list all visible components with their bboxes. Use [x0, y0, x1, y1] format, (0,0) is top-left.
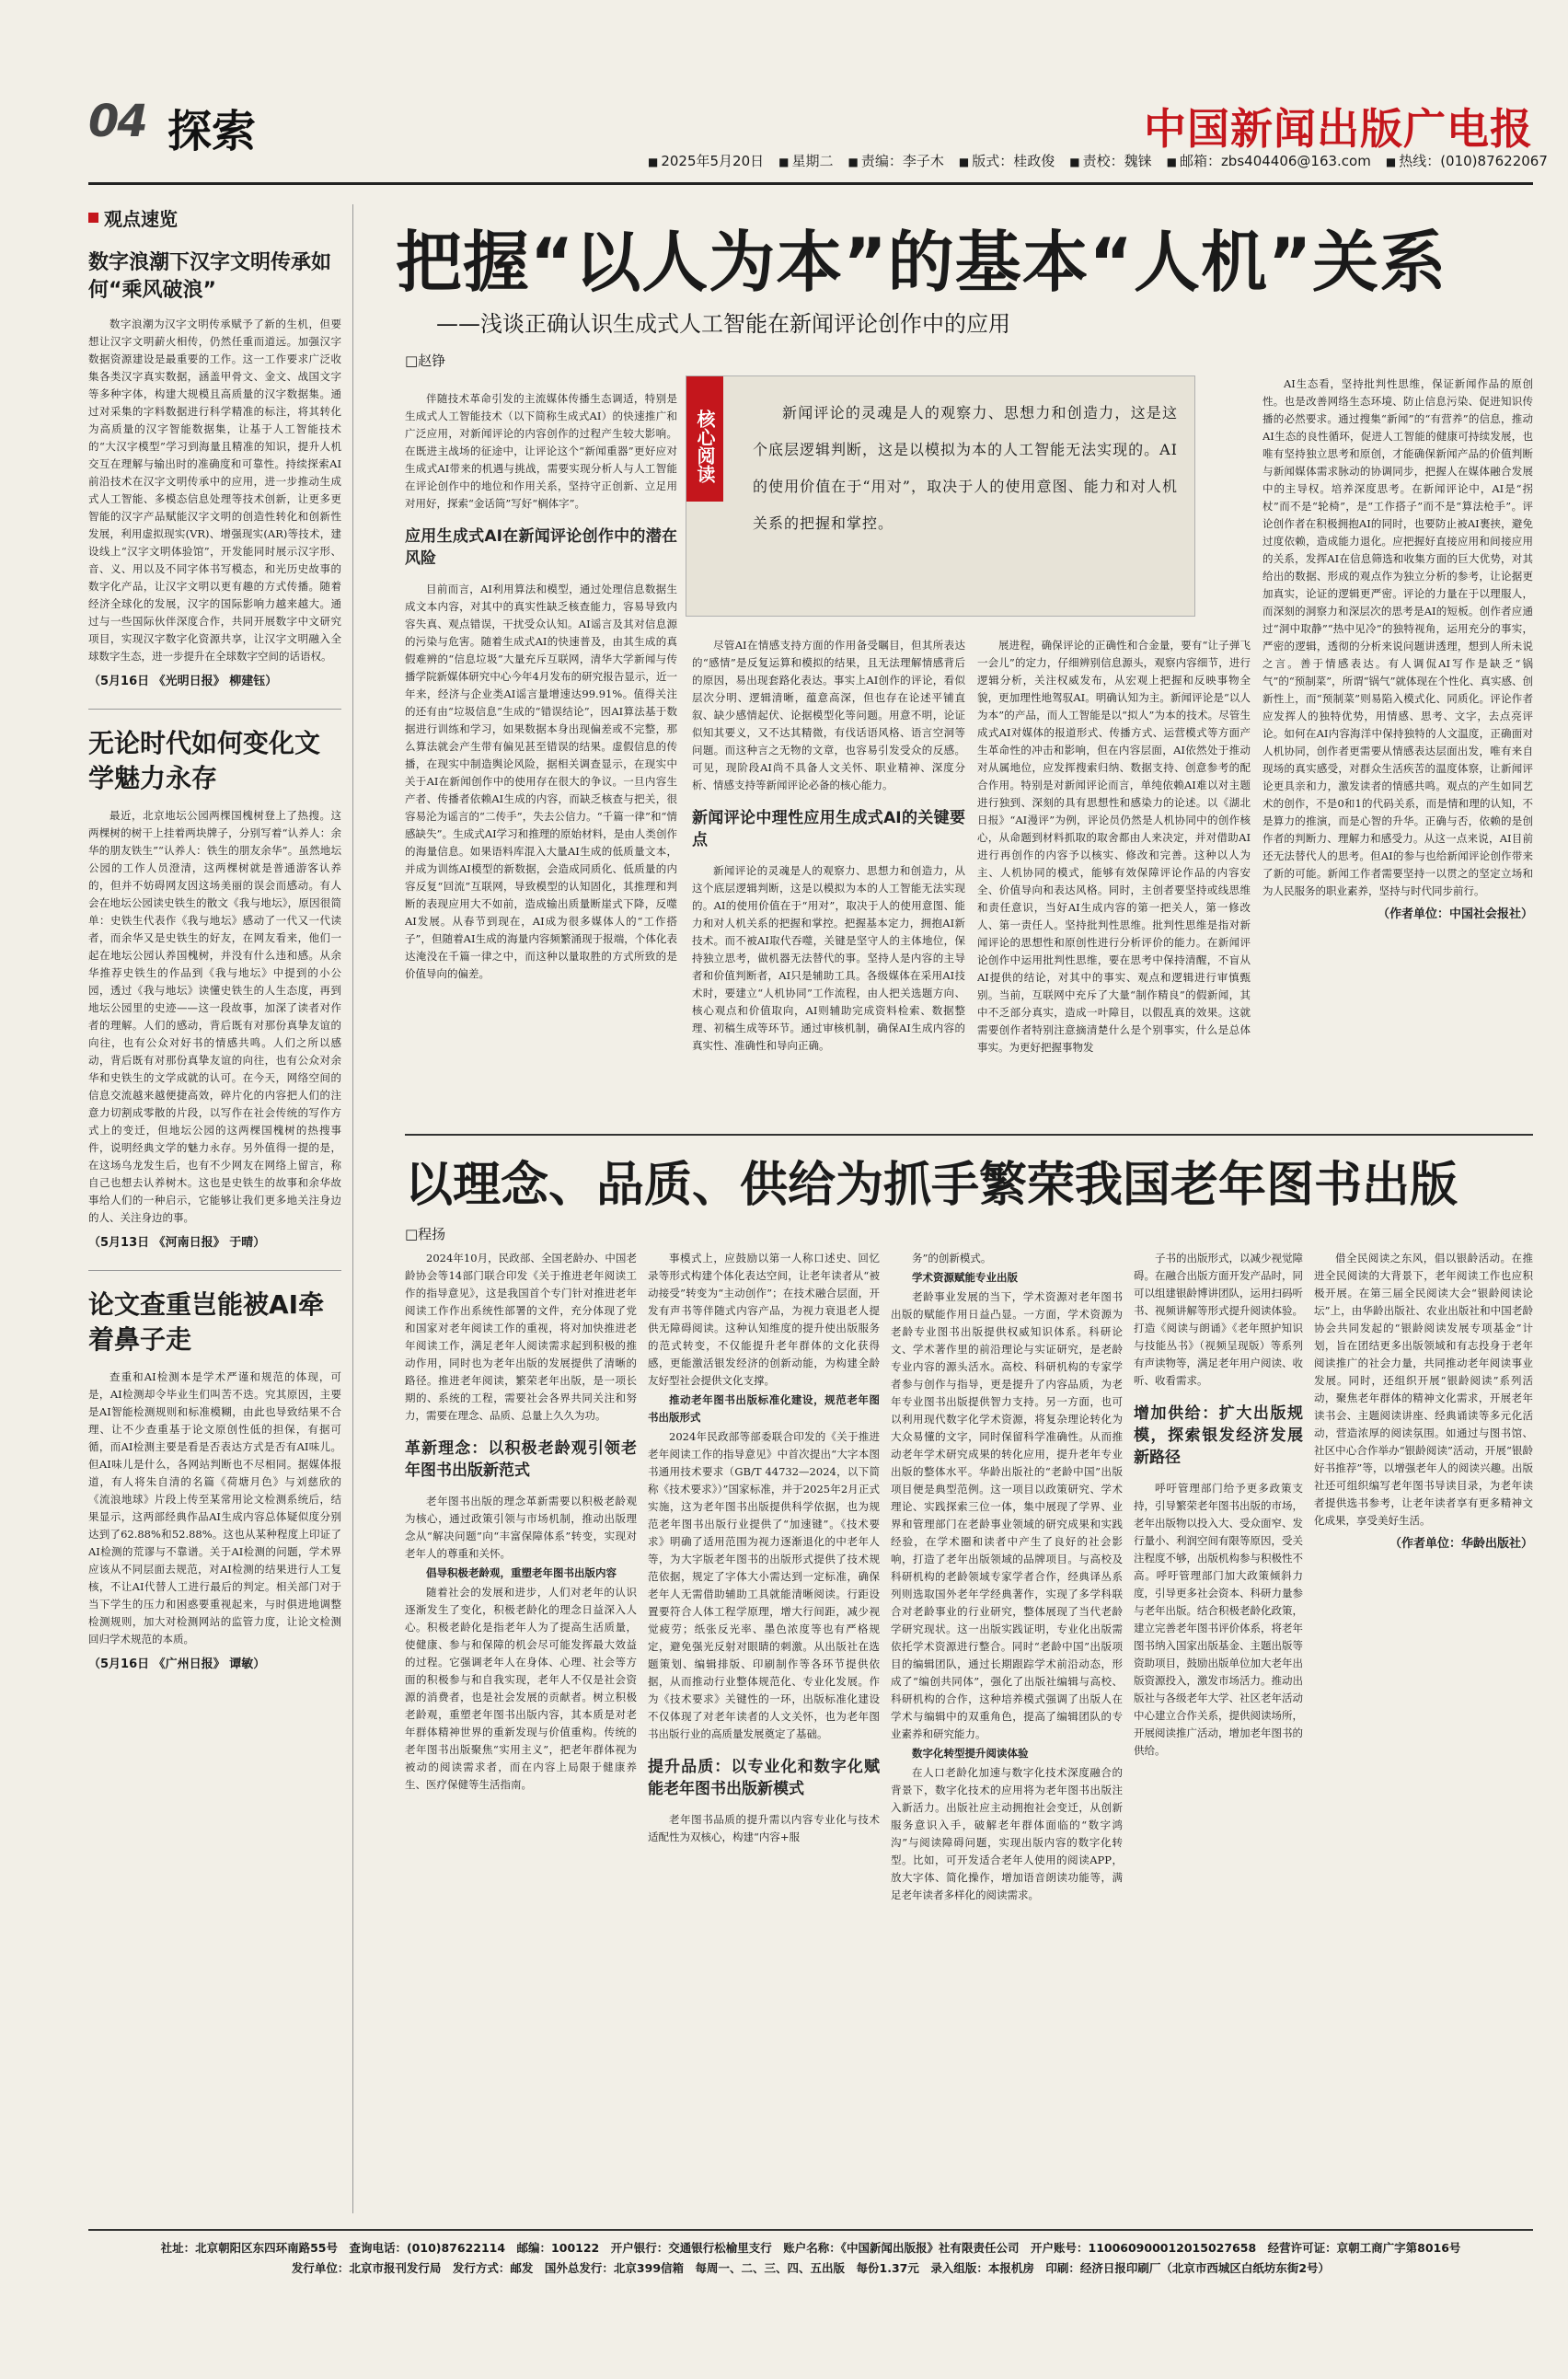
paragraph: 随着社会的发展和进步，人们对老年的认识逐渐发生了变化，积极老龄化的理念日益深入人心。积极老龄化是指老年人为了提高生活质量，使健康、参与和保障的机会尽可能发挥最大效益的过程。它强调老年人在身体、心理、社会等方面的积极参与和自我实现，老年人不仅是社会资源的消费者，也是社会发展的贡献者。树立积极老龄观，重塑老年图书出版内容，其本质是对老年群体精神世界的重新发现与价值重构。传统的老年图书出版聚焦“实用主义”，把老年群体视为被动的阅读需求者，而在内容上局限于健康养生、医疗保健等生活指南。 [405, 1586, 637, 1791]
issue-info-item: ■ 版式：桂政俊 [959, 151, 1055, 170]
article2-byline: □程扬 [405, 1226, 446, 1242]
article2-column-3 [891, 1250, 1123, 2214]
paragraph: 2024年民政部等部委联合印发的《关于推进老年阅读工作的指导意见》中首次提出“大字本图书通用技术要求（GB/T 44732—2024，以下简称《技术要求》）”国家标准，并于2025年2月正式实施，这为老年图书出版提供科学依据，也为规范老年图书出版行业提供了“加速键”。《技术要求》明确了适用范围为视力逐渐退化的中老年人等，为大字版老年图书的出版形式提供了技术规范依据，规定了字体大小需达到一定标准，确保老年人无需借助辅助工具就能清晰阅读。行距设置要符合人体工程学原理，增大行间距，减少视觉疲劳；纸张反光率、墨色浓度等也有严格规定，避免强光反射对眼睛的刺激。从出版社在选题策划、编辑排版、印刷制作等各环节提供依据，从而推动行业整体规范化、专业化发展。作为《技术要求》关键性的一环，出版标准化建设不仅体现了对老年读者的人文关怀，也为老年图书出版行业的高质量发展奠定了基础。 [648, 1430, 880, 1740]
article1-column-3 [977, 637, 1251, 1122]
column-heading: 观点速览 [88, 204, 341, 231]
author-affiliation: （作者单位：中国社会报社） [1377, 907, 1533, 921]
paragraph: 伴随技术革命引发的主流媒体传播生态调适，特别是生成式人工智能技术（以下简称生成式AI）的快速推广和广泛应用，对新闻评论的内容创作的过程产生较大影响。在既进主战场的征途中，让评论这个“新闻重器”更好应对生成式AI带来的机遇与挑战，需要实现分析人与人工智能在评论创作中的地位和作用关系，坚持守正创新、立足用对用好，探索“金话筒”写好“榈体字”。 [405, 392, 677, 510]
issue-info-item: ■ 星期二 [778, 151, 833, 170]
paragraph: 在人口老龄化加速与数字化技术深度融合的背景下，数字化技术的应用将为老年图书出版注入新活力。出版社应主动拥抱社会变迁，从创新服务意识入手，破解老年群体面临的“数字鸿沟”与阅读障碍问题，实现出版内容的数字化转型。比如，可开发适合老年人使用的阅读APP，放大字体、简化操作，增加语音朗读功能等，满足老年读者多样化的阅读需求。 [891, 1766, 1123, 1901]
footer-line: 发行单位：北京市报刊发行局 发行方式：邮发 国外总发行：北京399信箱 每周一、二、三、四、五出版 每份1.37元 录入组版：本报机房 印刷：经济日报印刷厂（北京市西城区白纸坊东街2号） [291, 2261, 1331, 2275]
paragraph: AI生态看，坚持批判性思维，保证新闻作品的原创性。也是改善网络生态环境、防止信息污染、促进知识传播的必然要求。通过搜集“新闻”的“有营养”的信息，推动AI生态的良性循环，促进人工智能的健康可持续发展，也唯有坚持独立思考和原创，才能确保新闻产品的价值判断与新闻媒体需求脉动的协调同步，把握人在媒体融合发展中的主导权。培养深度思考。在新闻评论中，AI是“拐杖”而不是“轮椅”，是“工作搭子”而不是“算法枪手”。评论创作者在积极拥抱AI的同时，也要防止被AI裹挟，避免过度依赖，造成能力退化。应把握好直接应用和间接应用的关系，发挥AI在信息筛选和收集方面的巨大优势，对其给出的数据、形成的观点作为独立分析的参考，让论据更加真实，论证的逻辑更严密。评论的力量在于以理服人，而深刻的洞察力和深层次的思考是AI的短板。创作者应通过“洞中取静”“热中见冷”的独特视角，运用充分的事实，严密的逻辑，透彻的分析来说问题讲透理，想到人所未说之言。善于情感表达。有人调侃AI写作是缺乏“锅气”的“预制菜”，所谓“锅气”就体现在个性化、真实感、创新性上，而“预制菜”则易陷入模式化、同质化。评论作者应发挥人的独特优势，用情感、思考、文字，去点亮评论。如何在AI内容海洋中保持独特的人文温度，正确面对人机协同，创作者更需要从情感表达层面出发，唯有来自现场的真实感受，对群众生活疾苦的温度体察，让新闻评论更具亲和力，激发读者的情感共鸣。观点的产生如同艺术的创作，不是0和1的代码关系，而是情和理的认知，不是算力的推演，而是心智的升华。正确与否，依赖的是创作者的判断力、理解力和感受力。从这一点来说，AI目前还无法替代人的思考。但AI的参与也给新闻评论创作带来了新的可能。新闻工作者需要坚持一以贯之的坚定立场和为人民服务的职业素养，坚持与时代同步前行。 [1262, 377, 1533, 897]
article1-column-4 [1262, 375, 1533, 1122]
viewpoint-item [88, 249, 341, 688]
sub-heading: 数字化转型提升阅读体验 [912, 1747, 1029, 1760]
section-name: 探索 [167, 106, 257, 157]
viewpoint-body: 数字浪潮为汉字文明传承赋予了新的生机，但要想让汉字文明薪火相传，仍然任重而道远。加强汉字数据资源建设是最重要的工作。这一工作要求广泛收集各类汉字真实数据，涵盖甲骨文、金文、战国文字等多种字体，构建大规模且高质量的汉字数据集。通过对采集的字料数据进行科学精准的标注，将其转化为高质量的汉字智能数据集，让基于人工智能技术的“大汉字模型”学习到海量且精准的知识，提升人机交互在理解与输出时的准确度和可靠性。持续探索AI前沿技术在汉字文明传承中的应用，进一步推动生成式人工智能、多模态信息处理等技术创新，让更多更智能的汉字产品赋能汉字文明的创造性转化和创新性发展，利用虚拟现实(VR)、增强现实(AR)等技术，建设线上“汉字文明体验馆”，开发能同时展示汉字形、音、义、用以及不同字体书写模态，和光历史故事的数字化产品，让汉字文明以更有趣的方式传播。随着经济全球化的发展，汉字的国际影响力越来越大。通过与一些国际伙伴深度合作，共同开展数字中文研究项目，实现汉字数字化资源共享，让汉字文明融入全球数字生态，进一步提升在全球数字空间的话语权。 [88, 318, 341, 663]
core-reading-label: 核心阅读 [686, 376, 723, 502]
viewpoint-title: 无论时代如何变化文学魅力永存 [88, 728, 321, 793]
issue-info-item: ■ 热线：(010)87622067 [1386, 151, 1548, 170]
viewpoint-item [88, 726, 341, 1250]
issue-info-item: ■ 邮箱：zbs404406@163.com [1167, 151, 1371, 170]
paragraph: 老龄事业发展的当下，学术资源对老年图书出版的赋能作用日益凸显。一方面，学术资源为老龄专业图书出版提供权威知识体系。科研论文、学术著作里的前沿理论与实证研究，是老龄专业内容的源头活水。高校、科研机构的专家学者参与创作与指导，更是提升了内容品质，为老年专业图书出版提供智力支持。另一方面，也可以利用现代数字化学术资源，将复杂理论转化为大众易懂的文字，同时保留科学准确性。从而推动老年学术研究成果的转化应用，提升老年专业出版的整体水平。华龄出版社的“老龄中国”出版项目便是典型范例。这一项目以政策研究、学术理论、实践探索三位一体，集中展现了学界、业界和管理部门在老龄事业领域的研究成果和实践经验，在学术圈和读者中产生了良好的社会影响，打造了老年出版领域的品牌项目。与高校及科研机构的老龄领域专家学者合作，经典译丛系列则选取国外老年学经典著作，实现了多学科联合对老龄事业的行业研究，整体展现了当代老龄学研究现状。这一出版实践证明，专业化出版需依托学术资源进行整合。同时“老龄中国”出版项目的编辑团队，通过长期跟踪学术前沿动态，形成了“编创共同体”，强化了出版社编辑与高校、科研机构的合作，这种培养模式强调了出版人在学术与编辑中的双重角色，提高了编辑团队的专业素养和研究能力。 [891, 1290, 1123, 1740]
imprint-footer [88, 2229, 1533, 2279]
article1-column-1 [405, 390, 677, 1122]
paragraph: 目前而言，AI利用算法和模型，通过处理信息数据生成文本内容，对其中的真实性缺乏核查能力，容易导致内容失真、观点错误，干扰受众认知。AI谣言及其对信息源的污染与危害。随着生成式AI的快速普及，由其生成的真假难辨的“信息垃圾”大量充斥互联网，清华大学新闻与传播学院新媒体研究中心今年4月发布的研究报告显示，近一年来，经济与企业类AI谣言量增速达99.91%。值得关注的还有由“垃圾信息”生成的“错误结论”，因AI算法基于数据进行训练和学习，如果数据本身出现偏差或不完整，那么算法就会产生带有偏见甚至错误的结果。虚假信息的传播，在现实中制造舆论风险，据相关调查显示，在现实中关于AI在新闻创作中的使用存在很大的争议。一旦内容生产者、传播者依赖AI生成的内容，而缺乏核查与把关，很容易沦为谣言的“二传手”，失去公信力。“千篇一律”和“情感缺失”。生成式AI学习和推理的原始材料，是由人类创作的海量信息。如果语料库混入大量AI生成的低质量文本，并成为训练AI模型的新数据，会造成同质化、低质量的内容反复“回流”互联网，导致模型的认知固化，其推理和判断的表现应用大不如前，造成输出质量断崖式下降，反噬AI发展。从春节到现在，AI成为很多媒体人的“工作搭子”，但随着AI生成的海量内容频繁涌现于报端，个体化表达淹没在千篇一律之中，而这种以量取胜的方式所致的是价值导向的偏差。 [405, 583, 677, 980]
viewpoint-item [88, 1288, 341, 1671]
article1-headline: 把握“以人为本”的基本“人机”关系 [396, 224, 1447, 301]
footer-line: 社址：北京朝阳区东四环南路55号 查询电话：(010)87622114 邮编：100122 开户银行：交通银行松榆里支行 账户名称：《中国新闻出版报》社有限责任公司 开户账号：110060900012015027658 经营许可证：京朝工商广字第8016号 [160, 2241, 1461, 2255]
paragraph: 展进程，确保评论的正确性和合金量，要有“让子弹飞一会儿”的定力，仔细辨别信息源头，观察内容细节，进行逻辑分析，关注权威发布，从宏观上把握和反映事物全貌，更加理性地驾驭AI。明确认知为主。新闻评论是“以人为本”的产品，而人工智能是以“拟人”为本的技术。尽管生成式AI对媒体的报道形式、传播方式、运营模式等方面产生革命性的冲击和影响，但在内容层面，AI依然处于推动对从属地位，应发挥搜索归纳、数据支持、创意参考的配合作用。特别是对新闻评论而言，单纯依赖AI难以对主题进行独到、深刻的具有思想性和感染力的论述。以《湖北日报》“AI漫评”为例，评论员仍然是人机协同中的创作核心，从命题到材料抓取的取舍都由人来决定，并对借助AI进行再创作的内容予以核实、修改和完善。这种以人为主、人机协同的模式，能够有效保障评论作品的内容安全、价值导向和表达风格。同时，主创者要坚持或线思维和责任意识，当好AI生成内容的第一把关人，第一修改人、第一责任人。坚持批判性思维。批判性思维是指对新闻评论的思想性和原创性进行分析评价的能力。在新闻评论创作中运用批判性思维，要在思考中保持清醒，不盲从AI提供的结论，对其中的事实、观点和逻辑进行审慎甄别。当前，互联网中充斥了大量“制作精良”的假新闻，其中不乏部分真实，造成一叶障目，以假乱真的效果。这就需要创作者特别注意摘清楚什么是个别事实，什么是总体事实。为更好把握事物发 [977, 639, 1251, 1054]
viewpoint-column [88, 204, 353, 2213]
paragraph: 呼吁管理部门给予更多政策支持，引导繁荣老年图书出版的市场，老年出版物以投入大、受众面窄、发行量小、利润空间有限等原因，受关注程度不够，出版机构参与积极性不高。呼吁管理部门加大政策倾斜力度，引导更多社会资本、科研力量参与老年出版。结合积极老龄化政策，建立完善老年图书评价体系，将老年图书纳入国家出版基金、主题出版等资助项目，鼓励出版单位加大老年出版资源投入，激发市场活力。推动出版社与各级老年大学、社区老年活动中心建立合作关系，提供阅读场所，开展阅读推广活动，增加老年图书的供给。 [1134, 1482, 1303, 1757]
paragraph: 尽管AI在情感支持方面的作用备受瞩目，但其所表达的“感情”是反复运算和模拟的结果，且无法理解情感背后的原因，易出现套路化表达。事实上AI创作的评论，看似层次分明、逻辑清晰，蕴意高深，但也存在论述平铺直叙、缺少感情起伏、论据模型化等问题。用意不明，论证似知其要义，又不达其精微，有伐话语风格、语言空洞等问题。而这种言之无物的文章，也容易引发受众的反感。可见，现阶段AI尚不具备人文关怀、职业精神、深度分析、情感支持等新闻评论必备的核心能力。 [692, 639, 965, 791]
paragraph: 借全民阅读之东风，倡以银龄活动。在推进全民阅读的大背景下，老年阅读工作也应积极开展。在第三届全民阅读大会“银龄阅读论坛”上，由华龄出版社、农业出版社和中国老龄协会共同发起的“银龄阅读发展专项基金”计划，旨在团结更多出版领域和有志投身于老年阅读推广的社会力量，共同推动老年阅读事业发展。同时，还组织开展“银龄阅读”系列活动，聚焦老年群体的精神文化需求，开展老年读书会、主题阅读讲座、经典诵读等多元化活动，营造浓厚的阅读氛围。如通过与图书馆、社区中心合作举办“银龄阅读”活动，开展“银龄好书推荐”等，以增强老年人的阅读兴趣。出版社还可组织编写老年图书导读目录，为老年读者提供选书参考，让老年读者享有更多精神文化成果，享受美好生活。 [1314, 1252, 1533, 1527]
header-rule [88, 182, 1533, 185]
article1-byline: □赵铮 [405, 352, 446, 369]
issue-info-item: ■ 责校：魏铼 [1069, 151, 1151, 170]
core-reading-box [686, 375, 1195, 617]
issue-info-bar [648, 151, 1548, 170]
paragraph: 事模式上，应鼓励以第一人称口述史、回忆录等形式构建个体化表达空间，让老年读者从“被动接受”转变为“主动创作”；在技术融合层面，开发有声书等伴随式内容产品，为视力衰退老人提供无障碍阅读。这种认知维度的提升使出版服务的范式转变，不仅能提升老年群体的文化获得感，更能激活银发经济的创新动能，为构建全龄友好型社会提供文化支撑。 [648, 1252, 880, 1387]
issue-info-item: ■ 责编：李子木 [848, 151, 944, 170]
core-reading-text: 新闻评论的灵魂是人的观察力、思想力和创造力，这是这个底层逻辑判断，这是以模拟为本的人工智能无法实现的。AI的使用价值在于“用对”，取决于人的使用意图、能力和对人机关系的把握和掌控。 [753, 404, 1178, 532]
viewpoint-source: （5月16日 《光明日报》 柳建钰） [88, 675, 278, 688]
page-number: 04 [88, 96, 146, 147]
viewpoint-title: 论文查重岂能被AI牵着鼻子走 [88, 1289, 325, 1355]
sub-heading: 学术资源赋能专业出版 [912, 1271, 1018, 1284]
paragraph: 2024年10月，民政部、全国老龄办、中国老龄协会等14部门联合印发《关于推进老年阅读工作的指导意见》，这是我国首个专门针对推进老年阅读工作作出系统性部署的文件，充分体现了党和国家对老年阅读工作的重视，将对加快推进老年阅读工作，满足老年人阅读需求起到积极的推动作用，同时也为老年出版的发展提供了清晰的路径。推进老年阅读，繁荣老年出版，是一项长期的、系统的工程，需要社会各界共同关注和努力，需要在理念、品质、总量上久久为功。 [405, 1252, 637, 1422]
viewpoint-source: （5月16日 《广州日报》 谭敏） [88, 1657, 266, 1671]
paragraph: 务”的创新模式。 [912, 1252, 992, 1265]
paragraph: 老年图书出版的理念革新需要以积极老龄观为核心，通过政策引领与市场机制，推动出版理念从“解决问题”向“丰富保障体系”转变，实现对老年人的尊重和关怀。 [405, 1495, 637, 1560]
article1-column-2 [692, 637, 965, 1122]
section-divider [405, 1134, 1533, 1136]
square-icon [88, 213, 98, 223]
article1-subtitle: ——浅谈正确认识生成式人工智能在新闻评论创作中的应用 [436, 311, 1010, 337]
section-heading: 应用生成式AI在新闻评论创作中的潜在风险 [405, 527, 677, 568]
viewpoint-source: （5月13日 《河南日报》 于晴） [88, 1236, 266, 1250]
section-heading: 提升品质：以专业化和数字化赋能老年图书出版新模式 [648, 1758, 880, 1798]
article2-column-5 [1314, 1250, 1533, 2214]
issue-info-item: ■ 2025年5月20日 [648, 151, 764, 170]
newspaper-logo: 中国新闻出版广电报 [1144, 104, 1533, 154]
paragraph: 新闻评论的灵魂是人的观察力、思想力和创造力，从这个底层逻辑判断，这是以模拟为本的人工智能无法实现的。AI的使用价值在于“用对”，取决于人的使用意图、能力和对人机关系的把握和掌控。把握基本定力，拥抱AI新技术。而不被AI取代吞噬，关键是坚守人的主体地位，保持独立思考，做机器无法替代的事。坚持人是内容的主导者和价值判断者，AI只是辅助工具。各级媒体在采用AI技术时，要建立“人机协同”工作流程，由人把关选题方向、核心观点和价值取向，AI则辅助完成资料检索、数据整理、初稿生成等环节。通过审核机制，确保AI生成内容的真实性、准确性和导向正确。 [692, 864, 965, 1052]
article2-column-1 [405, 1250, 637, 2214]
section-heading: 增加供给：扩大出版规模，探索银发经济发展新路径 [1134, 1404, 1303, 1467]
article2-column-4 [1134, 1250, 1303, 2214]
section-heading: 新闻评论中理性应用生成式AI的关键要点 [692, 809, 965, 849]
paragraph: 老年图书品质的提升需以内容专业化与技术适配性为双核心，构建“内容+服 [648, 1813, 880, 1843]
section-heading: 革新理念：以积极老龄观引领老年图书出版新范式 [405, 1439, 637, 1480]
viewpoint-title: 数字浪潮下汉字文明传承如何“乘风破浪” [88, 251, 332, 302]
masthead [88, 96, 1548, 179]
viewpoint-body: 最近，北京地坛公园两棵国槐树登上了热搜。这两棵树的树干上挂着两块牌子，分别写着“认养人：余华的朋友铁生”“认养人：铁生的朋友余华”。虽然地坛公园的工作人员澄清，这两棵树就是普通游客认养的，但并不妨碍网友因这场美丽的误会而感动。有人会在地坛公园读史铁生的散文《我与地坛》，原因很简单：史铁生代表作《我与地坛》感动了一代又一代读者，而余华又是史铁生的好友，在网友看来，他们一起在地坛公园认养国槐树，并没有什么违和感。从余华推荐史铁生的作品到《我与地坛》中提到的小公园，透过《我与地坛》读懂史铁生的人生态度，再到地坛公园里的史迹——这一段故事，加深了读者对作者的理解。人们的感动，背后既有对那份真挚友谊的向往，也有公众对好书的情感共鸣。人们之所以感动，背后既有对那份真挚友谊的向往，也有公众对余华和史铁生的文学成就的认可。在今天，网络空间的信息交流越来越便捷高效，碎片化的内容把人们的注意力切割成零散的片段，以写作在社会传统的写作方式上的变迁，但地坛公园的这两棵国槐树的热搜事件，说明经典文学的魅力永存。另外值得一提的是，在这场乌龙发生后，也有不少网友在网络上留言，称自己也想去认养树木。这也是史铁生的故事和余华故事给人们的一种启示，它能够让我们更多地关注身边的人、关注身边的事。 [88, 809, 341, 1224]
article2-column-2 [648, 1250, 880, 2214]
article2-headline: 以理念、品质、供给为抓手繁荣我国老年图书出版 [405, 1158, 1458, 1213]
author-affiliation: （作者单位：华龄出版社） [1389, 1537, 1533, 1551]
sub-heading: 倡导积极老龄观，重塑老年图书出版内容 [426, 1566, 617, 1579]
divider [88, 709, 341, 710]
sub-heading: 推动老年图书出版标准化建设，规范老年图书出版形式 [648, 1393, 880, 1424]
paragraph: 子书的出版形式，以减少视觉障碍。在融合出版方面开发产品时，同可以组建银龄博讲团队，运用扫码听书、视频讲解等形式提升阅读体验。打造《阅读与朗诵》《老年照护知识与技能丛书》（视频呈现版）等系列有声读物等，满足老年用户阅读、收听、收看需求。 [1134, 1252, 1303, 1387]
divider [88, 1270, 341, 1271]
viewpoint-body: 查重和AI检测本是学术严谨和规范的体现，可是，AI检测却令毕业生们叫苦不迭。究其原因，主要是AI智能检测规则和标准模糊，由此也导致结果不合理、让不少查重基于论文原创性低的担保，有据可循，而AI检测主要是看是否表达方式是否有AI味儿。但AI味儿是什么，各网站判断也不尽相同。据媒体报道，有人将朱自清的名篇《荷塘月色》与刘慈欣的《流浪地球》片段上传至某常用论文检测系统后，结果显示，这两部经典作品AI生成内容总体疑似度分别达到了62.88%和52.88%。这也从某种程度上印证了AI检测的荒谬与不靠谱。关于AI检测的问题，学术界应该从不同层面去规范，对AI检测的结果进行人工复核，不让AI代替人工进行最后的判定。相关部门对于当下学生的压力和困惑要重视起来，与时俱进地调整检测规则，加大对检测网站的监管力度，让论文检测回归学术规范的本质。 [88, 1370, 341, 1646]
